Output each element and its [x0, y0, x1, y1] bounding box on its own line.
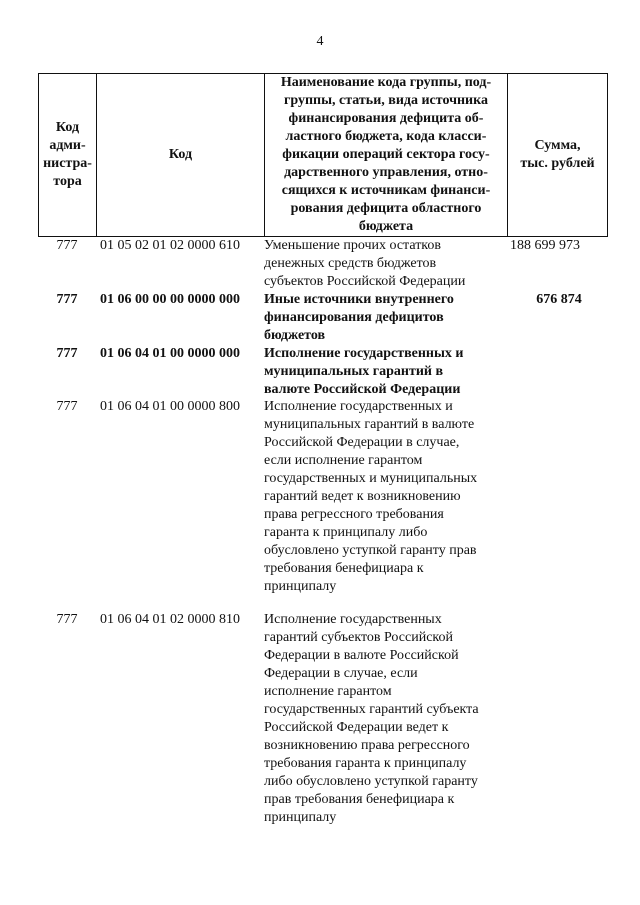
header-sum: Сумма, тыс. рублей: [520, 138, 595, 171]
code-cell: 01 06 00 00 00 0000 000: [100, 292, 240, 307]
header-admin-code: Код адми- нистра- тора: [39, 74, 97, 236]
code-cell: 01 05 02 01 02 0000 610: [100, 238, 240, 253]
code-cell: 01 06 04 01 02 0000 810: [100, 612, 240, 627]
admin-code-cell: 777: [56, 292, 78, 307]
page-number: 4: [316, 34, 324, 49]
header-code: Код: [97, 74, 265, 236]
table-header: [38, 73, 608, 237]
header-name: Наименование кода группы, под- группы, статьи, вида источника финансирования дефицита об- ластного бюджета, кода класси- фикации операций сектора госу- дарственного управления, отно- сящихся к источникам финанси- рования дефицита областного бюджета: [265, 74, 508, 236]
admin-code-cell: 777: [56, 399, 78, 414]
name-cell: Исполнение государственных и муниципальных гарантий в валюте Российской Федерации: [264, 346, 464, 397]
admin-code-cell: 777: [56, 238, 78, 253]
sum-cell: 188 699 973: [510, 238, 580, 253]
admin-code-cell: 777: [56, 346, 78, 361]
name-cell: Исполнение государственных и муниципальных гарантий в валюте Российской Федерации в случае, если исполнение гарантом государственных и муниципальных гарантий ведет к возникновению права регрессного требования гаранта к принципалу либо обусловлено уступкой гаранту прав требования бенефициара к принципалу: [264, 399, 478, 594]
name-cell: Уменьшение прочих остатков денежных средств бюджетов субъектов Российской Федерации: [264, 238, 466, 289]
sum-cell: 676 874: [536, 292, 582, 307]
code-cell: 01 06 04 01 00 0000 000: [100, 346, 240, 361]
name-cell: Исполнение государственных гарантий субъектов Российской Федерации в валюте Российской Федерации в случае, если исполнение гарантом государственных гарантий субъекта Российской Федерации ведет к возникновению права регрессного требования гаранта к принципалу либо обусловлено уступкой гаранту прав требования бенефициара к принципалу: [264, 612, 479, 825]
code-cell: 01 06 04 01 00 0000 800: [100, 399, 240, 414]
name-cell: Иные источники внутреннего финансирования дефицитов бюджетов: [264, 292, 454, 343]
admin-code-cell: 777: [56, 612, 78, 627]
